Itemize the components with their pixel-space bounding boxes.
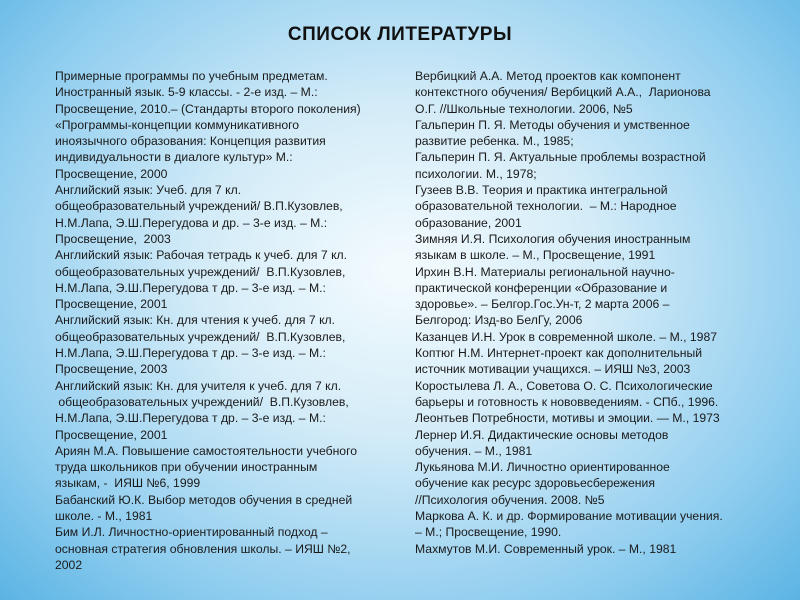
reference-line: //Психология обучения. 2008. №5: [415, 492, 605, 507]
reference-line: Маркова А. К. и др. Формирование мотивации учения.: [415, 509, 723, 524]
reference-line: Ариян М.А. Повышение самостоятельности учебного: [55, 443, 358, 458]
reference-line: 2002: [55, 557, 83, 572]
reference-line: контекстного обучения/ Вербицкий А.А., Ларионова: [415, 85, 711, 100]
reference-line: Н.М.Лапа, Э.Ш.Перегудова и др. – 3-е изд. – М.:: [55, 215, 328, 230]
reference-line: обучения. – М., 1981: [415, 443, 533, 458]
reference-line: практической конференции «Образование и: [415, 280, 668, 295]
reference-line: Примерные программы по учебным предметам.: [55, 69, 328, 83]
reference-line: Вербицкий А.А. Метод проектов как компонент: [415, 69, 681, 83]
reference-line: иноязычного образования: Концепция развития: [55, 134, 326, 149]
reference-line: индивидуальности в диалоге культур» М.:: [55, 150, 293, 165]
reference-line: Зимняя И.Я. Психология обучения иностранным: [415, 231, 691, 246]
reference-line: труда школьников при обучении иностранным: [55, 460, 318, 475]
reference-line: Просвещение, 2000: [55, 166, 168, 181]
reference-line: общеобразовательный учреждений/ В.П.Кузовлев,: [55, 199, 343, 214]
reference-line: Просвещение, 2001: [55, 427, 168, 442]
reference-line: общеобразовательных учреждений/ В.П.Кузовлев,: [55, 329, 346, 344]
reference-line: барьеры и готовность к нововведениям. - СПб., 1996.: [415, 394, 719, 409]
reference-line: – М.; Просвещение, 1990.: [415, 525, 562, 540]
reference-line: Гальперин П. Я. Актуальные проблемы возрастной: [415, 150, 706, 165]
reference-line: источник мотивации учащихся. – ИЯШ №3, 2003: [415, 362, 691, 377]
reference-line: Н.М.Лапа, Э.Ш.Перегудова т др. – 3-е изд. – М.:: [55, 280, 326, 295]
reference-line: Английский язык: Учеб. для 7 кл.: [55, 183, 242, 198]
reference-line: языкам, - ИЯШ №6, 1999: [55, 476, 201, 491]
reference-line: Ирхин В.Н. Материалы региональной научно-: [415, 264, 675, 279]
reference-line: психологии. М., 1978;: [415, 166, 537, 181]
reference-line: общеобразовательных учреждений/ В.П.Кузовлев,: [55, 264, 346, 279]
reference-line: основная стратегия обновления школы. – ИЯШ №2,: [55, 541, 351, 556]
reference-line: «Программы-концепции коммуникативного: [55, 117, 300, 132]
reference-line: Просвещение, 2010.– (Стандарты второго поколения): [55, 101, 361, 116]
reference-line: общеобразовательных учреждений/ В.П.Кузовлев,: [55, 394, 349, 409]
reference-line: Бабанский Ю.К. Выбор методов обучения в средней: [55, 492, 353, 507]
reference-line: Гальперин П. Я. Методы обучения и умственное: [415, 117, 690, 132]
reference-line: языкам в школе. – М., Просвещение, 1991: [415, 248, 656, 263]
reference-line: Коптюг Н.М. Интернет-проект как дополнительный: [415, 346, 703, 361]
reference-line: Леонтьев Потребности, мотивы и эмоции. — М., 1973: [415, 411, 720, 426]
reference-line: Просвещение, 2003: [55, 231, 171, 246]
reference-line: обучение как ресурс здоровьесбережения: [415, 476, 655, 491]
reference-line: Махмутов М.И. Современный урок. – М., 1981: [415, 541, 677, 556]
reference-line: Н.М.Лапа, Э.Ш.Перегудова т др. – 3-е изд. – М.:: [55, 411, 326, 426]
reference-line: Казанцев И.Н. Урок в современной школе. – М., 1987: [415, 329, 718, 344]
reference-line: образовательной технологии. – М.: Народное: [415, 199, 677, 214]
reference-line: Английский язык: Кн. для чтения к учеб. для 7 кл.: [55, 313, 336, 328]
reference-line: Гузеев В.В. Теория и практика интегральной: [415, 183, 668, 198]
reference-line: Лукьянова М.И. Личностно ориентированное: [415, 460, 670, 475]
reference-line: здоровье». – Белгор.Гос.Ун-т, 2 марта 2006 –: [415, 297, 670, 312]
reference-line: Просвещение, 2001: [55, 297, 168, 312]
reference-line: Н.М.Лапа, Э.Ш.Перегудова т др. – 3-е изд. – М.:: [55, 346, 326, 361]
reference-line: Белгород: Изд-во БелГу, 2006: [415, 313, 583, 328]
reference-line: Бим И.Л. Личностно-ориентированный подход –: [55, 525, 328, 540]
reference-line: школе. - М., 1981: [55, 509, 153, 524]
bibliography-right-column: [415, 68, 760, 557]
reference-line: образование, 2001: [415, 215, 522, 230]
reference-line: Коростылева Л. А., Советова О. С. Психологические: [415, 378, 713, 393]
reference-line: развитие ребенка. М., 1985;: [415, 134, 574, 149]
reference-line: Лернер И.Я. Дидактические основы методов: [415, 427, 669, 442]
reference-line: Иностранный язык. 5-9 классы. - 2-е изд. – М.:: [55, 85, 318, 100]
reference-line: Английский язык: Кн. для учителя к учеб. для 7 кл.: [55, 378, 342, 393]
page-title: СПИСОК ЛИТЕРАТУРЫ: [287, 24, 513, 45]
reference-line: О.Г. //Школьные технологии. 2006, №5: [415, 101, 633, 116]
reference-line: Английский язык: Рабочая тетрадь к учеб. для 7 кл.: [55, 248, 348, 263]
bibliography-left-column: [55, 68, 395, 573]
reference-line: Просвещение, 2003: [55, 362, 168, 377]
